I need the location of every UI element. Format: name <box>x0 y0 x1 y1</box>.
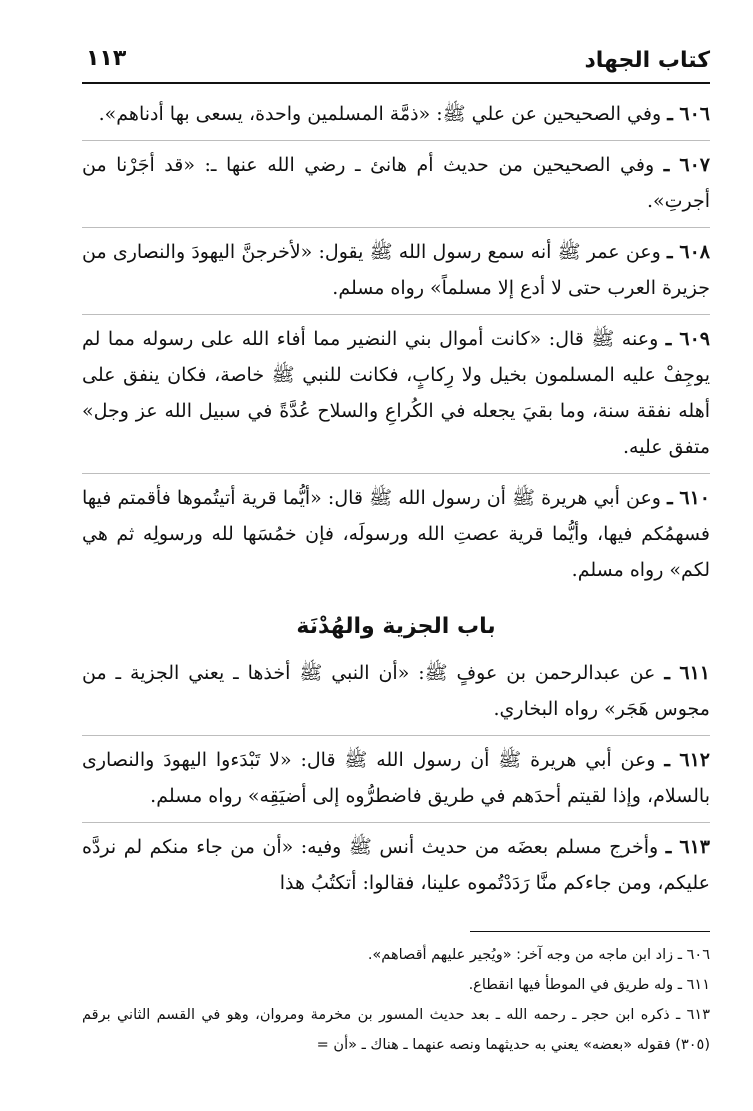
hadith-text: وعنه ﷺ قال: «كانت أموال بني النضير مما أفاء الله على رسوله مما لم يوجِفْ عليه المسلمون بخيل ولا رِكابٍ، فكانت للنبي ﷺ خاصة، فكان ينفق على أهله نفقة سنة، وما بقيَ يجعله في الكُراعِ والسلاح عُدَّةً في سبيل الله عز وجل» متفق عليه. <box>82 328 710 458</box>
hadith-608 <box>82 228 710 315</box>
page-header <box>82 40 710 80</box>
hadith-613 <box>82 823 710 909</box>
hadith-number: ٦٠٦ ـ <box>667 103 710 125</box>
footnote-606: ٦٠٦ ـ زاد ابن ماجه من وجه آخر: «ويُجير عليهم أقصاهم». <box>367 947 710 963</box>
hadith-text: وعن أبي هريرة ﷺ أن رسول الله ﷺ قال: «لا تَبْدَءوا اليهودَ والنصارى بالسلام، وإذا لقيتم أحدَهم في طريق فاضطرُّوه إلى أضيَقِه» رواه مسلم. <box>82 749 710 807</box>
hadith-number: ٦١٠ ـ <box>667 487 710 509</box>
hadith-number: ٦١٢ ـ <box>664 749 710 771</box>
hadith-611 <box>82 649 710 736</box>
hadith-609 <box>82 315 710 474</box>
hadith-text: عن عبدالرحمن بن عوفٍ ﷺ: «أن النبي ﷺ أخذها ـ يعني الجزية ـ من مجوس هَجَر» رواه البخاري. <box>82 662 710 720</box>
book-title: كتاب الجهاد <box>584 48 710 73</box>
hadith-text: وعن عمر ﷺ أنه سمع رسول الله ﷺ يقول: «لأخرجنَّ اليهودَ والنصارى من جزيرة العرب حتى لا أدع إلا مسلماً» رواه مسلم. <box>82 241 710 299</box>
hadith-text: وعن أبي هريرة ﷺ أن رسول الله ﷺ قال: «أيُّما قرية أتيتُموها فأقمتم فيها فسهمُكم فيها، وأيُّما قرية عصتِ الله ورسولَه، فإن خمُسَها لله ورسولِه ثم هي لكم» رواه مسلم. <box>82 487 710 581</box>
hadith-607 <box>82 141 710 228</box>
footnote-rule <box>470 931 710 932</box>
hadith-text: وفي الصحيحين عن علي ﷺ: «ذمَّة المسلمين واحدة، يسعى بها أدناهم». <box>98 103 662 125</box>
hadith-number: ٦٠٩ ـ <box>665 328 711 350</box>
hadith-text: وأخرج مسلم بعضَه من حديث أنس ﷺ وفيه: «أن من جاء منكم لم نردَّه عليكم، ومن جاءكم منَّا رَدَدْتُموه علينا، فقالوا: أتكتُبُ هذا <box>82 836 710 894</box>
hadith-610 <box>82 474 710 596</box>
book-page <box>82 40 710 1060</box>
page-number: ١١٣ <box>86 46 127 71</box>
hadith-612 <box>82 736 710 823</box>
hadith-number: ٦٠٨ ـ <box>667 241 710 263</box>
hadith-number: ٦٠٧ ـ <box>663 154 710 176</box>
footnote-613: ٦١٣ ـ ذكره ابن حجر ـ رحمه الله ـ بعد حديث المسور بن مخرمة ومروان، وهو في القسم الثاني برقم (٣٠٥) فقوله «بعضه» يعني به حديثهما ونصه عنهما ـ هناك ـ «أن = <box>82 1007 710 1053</box>
hadith-606 <box>82 90 710 141</box>
hadith-number: ٦١٣ ـ <box>665 836 710 858</box>
chapter-title: باب الجزية والهُدْنَة <box>296 614 496 639</box>
hadith-number: ٦١١ ـ <box>664 662 710 684</box>
header-rule <box>82 82 710 84</box>
hadith-text: وفي الصحيحين من حديث أم هانئ ـ رضي الله عنها ـ: «قد أجَرْنا من أجرتِ». <box>82 154 710 212</box>
footnote-611: ٦١١ ـ وله طريق في الموطأ فيها انقطاع. <box>468 977 710 993</box>
